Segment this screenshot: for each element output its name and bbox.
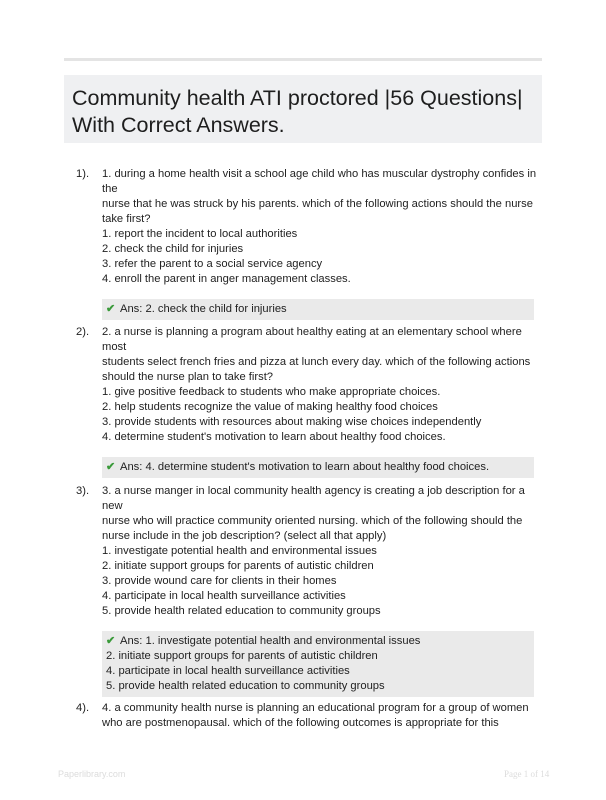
option-line: 1. investigate potential health and environmental issues [102, 545, 377, 557]
answer-text: 4. participate in local health surveillance activities [106, 665, 350, 677]
option-line: 5. provide health related education to community groups [102, 605, 381, 617]
option-line: 3. provide wound care for clients in their homes [102, 575, 337, 587]
question-text [102, 484, 546, 619]
option-line: 2. initiate support groups for parents of autistic children [102, 560, 374, 572]
option-line: 3. provide students with resources about making wise choices independently [102, 416, 482, 428]
question-4 [76, 701, 546, 731]
option-line: 2. help students recognize the value of making healthy food choices [102, 401, 438, 413]
top-divider [64, 58, 542, 61]
answer-box [102, 457, 534, 478]
option-line: 1. give positive feedback to students who make appropriate choices. [102, 386, 441, 398]
question-line: nurse that he was struck by his parents. which of the following actions should the nurse [102, 198, 533, 210]
title-banner [64, 75, 542, 143]
question-3 [76, 484, 546, 697]
question-line: nurse include in the job description? (select all that apply) [102, 530, 387, 542]
question-line: should the nurse plan to take first? [102, 371, 274, 383]
option-line: 4. determine student's motivation to learn about healthy food choices. [102, 431, 446, 443]
question-2 [76, 325, 546, 478]
question-text [102, 167, 546, 287]
question-line: nurse who will practice community oriented nursing. which of the following should the [102, 515, 523, 527]
question-line: 3. a nurse manger in local community health agency is creating a job description for a new [102, 485, 525, 512]
option-line: 4. participate in local health surveillance activities [102, 590, 346, 602]
check-icon: ✔ [106, 303, 116, 315]
answer-text: 5. provide health related education to community groups [106, 680, 385, 692]
check-icon: ✔ [106, 461, 116, 473]
question-number: 4). [76, 702, 90, 714]
option-line: 4. enroll the parent in anger management classes. [102, 273, 351, 285]
question-text [102, 325, 546, 445]
answer-text: Ans: 4. determine student's motivation to learn about healthy food choices. [120, 461, 490, 473]
option-line: 1. report the incident to local authorities [102, 228, 298, 240]
question-line: students select french fries and pizza at lunch every day. which of the following actions [102, 356, 531, 368]
option-line: 2. check the child for injuries [102, 243, 244, 255]
answer-box [102, 631, 534, 697]
answer-text: 2. initiate support groups for parents of autistic children [106, 650, 378, 662]
footer-watermark: Paperlibrary.com [58, 769, 126, 779]
question-number: 2). [76, 326, 90, 338]
answer-box [102, 299, 534, 320]
question-line: 4. a community health nurse is planning an educational program for a group of women [102, 702, 529, 714]
option-line: 3. refer the parent to a social service agency [102, 258, 323, 270]
check-icon: ✔ [106, 635, 116, 647]
question-number: 3). [76, 485, 90, 497]
page-number: Page 1 of 14 [504, 769, 550, 779]
question-line: take first? [102, 213, 151, 225]
question-line: 1. during a home health visit a school age child who has muscular dystrophy confides in the [102, 168, 537, 195]
question-text [102, 701, 546, 731]
page-title: Community health ATI proctored |56 Questions| With Correct Answers. [72, 86, 523, 137]
question-number: 1). [76, 168, 90, 180]
question-line: who are postmenopausal. which of the following outcomes is appropriate for this [102, 717, 499, 729]
question-line: 2. a nurse is planning a program about healthy eating at an elementary school where most [102, 326, 522, 353]
answer-text: Ans: 2. check the child for injuries [120, 303, 287, 315]
answer-text: Ans: 1. investigate potential health and environmental issues [120, 635, 421, 647]
question-1 [76, 167, 546, 320]
